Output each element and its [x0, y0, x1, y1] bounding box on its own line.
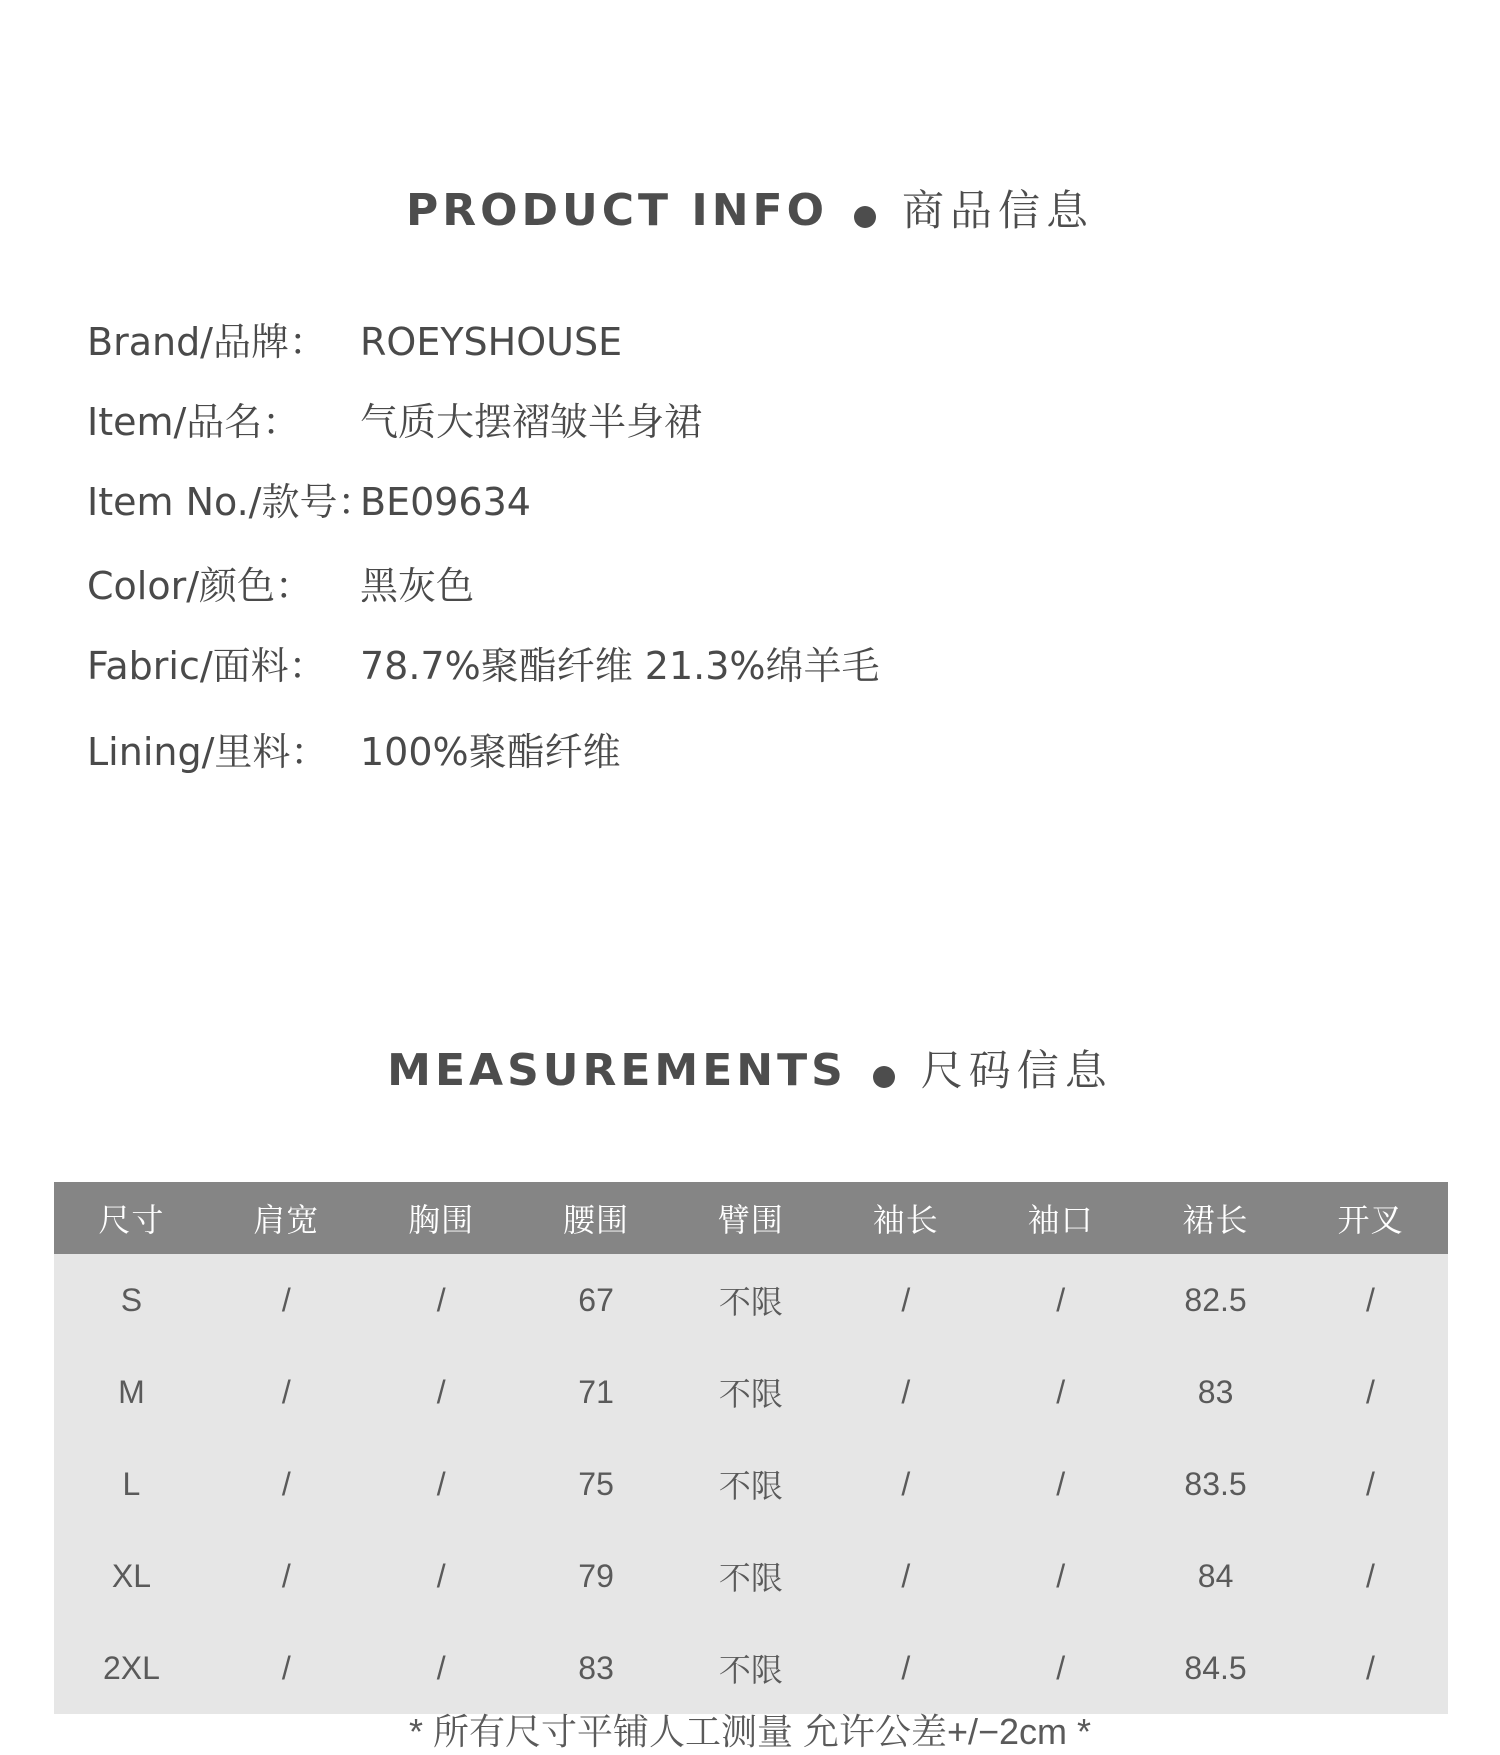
table-cell: /	[1056, 1465, 1066, 1502]
product-info-heading-en: PRODUCT INFO	[405, 185, 829, 236]
bullet-dot-icon	[854, 206, 876, 228]
table-cell: /	[1366, 1465, 1375, 1502]
measurements-heading-en: MEASUREMENTS	[387, 1045, 847, 1096]
bullet-dot-icon	[873, 1066, 895, 1088]
column-header: 裙长	[1182, 1201, 1249, 1239]
info-value-item-no: BE09634	[360, 480, 531, 524]
table-cell: /	[281, 1373, 291, 1410]
table-cell: /	[1056, 1649, 1066, 1686]
table-cell: 83	[578, 1649, 614, 1686]
info-value-color: 黑灰色	[360, 564, 475, 608]
table-cell: /	[436, 1465, 446, 1502]
info-row-brand	[87, 312, 622, 372]
table-cell: /	[901, 1649, 911, 1686]
table-row	[54, 1622, 1448, 1714]
info-label-lining: Lining/里料：	[87, 730, 329, 774]
table-cell: /	[1056, 1557, 1066, 1594]
column-header: 腰围	[563, 1201, 630, 1239]
column-header: 尺寸	[98, 1201, 165, 1239]
info-row-lining	[87, 722, 621, 782]
info-value-item: 气质大摆褶皱半身裙	[360, 400, 703, 444]
info-label-item: Item/品名：	[87, 400, 301, 444]
info-label-brand: Brand/品牌：	[87, 320, 327, 364]
table-cell: /	[281, 1281, 291, 1318]
table-cell: /	[901, 1557, 911, 1594]
info-row-item-no	[87, 472, 531, 532]
table-cell: 2XL	[102, 1649, 160, 1686]
info-label-color: Color/颜色：	[87, 564, 314, 608]
table-cell: /	[281, 1557, 291, 1594]
table-cell: /	[436, 1281, 446, 1318]
table-cell: M	[118, 1373, 145, 1410]
table-cell: /	[281, 1649, 291, 1686]
table-cell: 不限	[718, 1468, 783, 1504]
product-info-heading	[0, 178, 1500, 238]
table-cell: /	[901, 1281, 911, 1318]
table-cell: L	[122, 1465, 141, 1502]
table-cell: 不限	[718, 1652, 783, 1688]
size-table	[54, 1182, 1448, 1714]
measurements-heading	[0, 1038, 1500, 1098]
column-header: 袖长	[872, 1201, 939, 1239]
table-cell: /	[1056, 1373, 1066, 1410]
info-label-fabric: Fabric/面料：	[87, 644, 327, 688]
table-cell: 71	[578, 1373, 614, 1410]
column-header: 袖口	[1027, 1201, 1094, 1239]
table-cell: /	[1366, 1373, 1375, 1410]
table-cell: 79	[578, 1557, 614, 1594]
table-cell: 67	[578, 1281, 614, 1318]
table-cell: 75	[578, 1465, 614, 1502]
column-header: 胸围	[408, 1201, 475, 1239]
table-cell: 82.5	[1184, 1281, 1247, 1318]
table-cell: /	[1056, 1281, 1066, 1318]
info-value-fabric: 78.7%聚酯纤维 21.3%绵羊毛	[360, 644, 880, 688]
table-cell: /	[1366, 1281, 1375, 1318]
info-row-color	[87, 556, 474, 616]
table-cell: 不限	[718, 1376, 783, 1412]
table-cell: S	[120, 1281, 143, 1318]
table-row	[54, 1438, 1448, 1530]
table-cell: 不限	[718, 1284, 783, 1320]
table-cell: XL	[111, 1557, 151, 1594]
table-cell: 84.5	[1184, 1649, 1247, 1686]
info-label-item-no: Item No./款号：	[87, 480, 376, 524]
table-cell: /	[901, 1465, 911, 1502]
table-cell: /	[436, 1649, 446, 1686]
product-info-heading-cn: 商品信息	[902, 186, 1095, 235]
info-row-fabric	[87, 636, 880, 696]
table-cell: /	[1366, 1557, 1375, 1594]
measurement-note: * 所有尺寸平铺人工测量 允许公差+/−2cm *	[408, 1711, 1092, 1752]
column-header: 开叉	[1337, 1201, 1404, 1239]
table-cell: /	[436, 1557, 446, 1594]
table-cell: 83	[1197, 1373, 1234, 1410]
table-cell: 83.5	[1184, 1465, 1247, 1502]
table-cell: /	[436, 1373, 446, 1410]
table-header-row	[54, 1182, 1448, 1254]
info-value-brand: ROEYSHOUSE	[360, 320, 623, 364]
measurements-heading-cn: 尺码信息	[920, 1046, 1113, 1095]
table-cell: /	[1366, 1649, 1375, 1686]
table-row	[54, 1530, 1448, 1622]
table-cell: /	[901, 1373, 911, 1410]
column-header: 肩宽	[253, 1201, 320, 1239]
table-cell: /	[281, 1465, 291, 1502]
table-cell: 84	[1197, 1557, 1234, 1594]
table-cell: 不限	[718, 1560, 783, 1596]
info-row-item	[87, 392, 702, 452]
table-row	[54, 1346, 1448, 1438]
column-header: 臂围	[717, 1201, 784, 1239]
info-value-lining: 100%聚酯纤维	[360, 730, 621, 774]
table-row	[54, 1254, 1448, 1346]
